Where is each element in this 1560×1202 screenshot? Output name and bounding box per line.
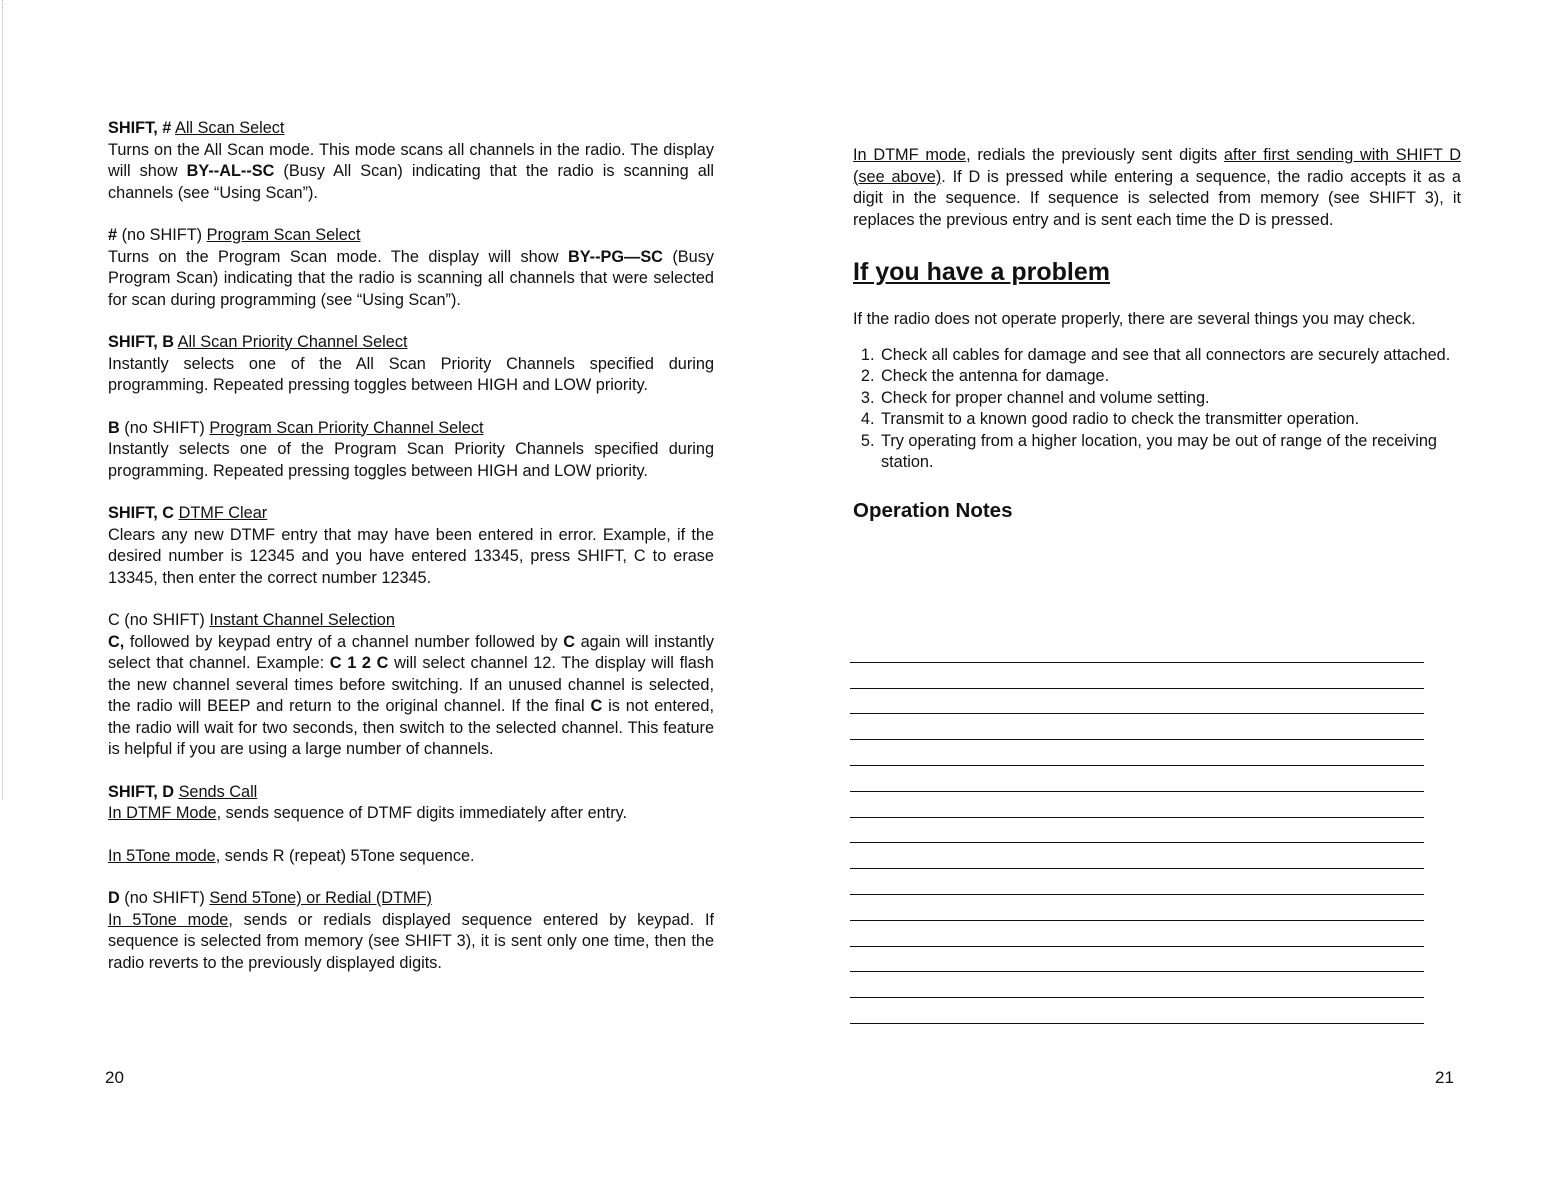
checklist-item: 4. Transmit to a known good radio to check the transmitter operation.	[879, 409, 1461, 431]
problem-heading: If you have a problem	[853, 258, 1111, 286]
note-line	[850, 972, 1424, 998]
text-run: C,	[108, 632, 125, 651]
text-run: Instantly selects one of the All Scan Priority Channels specified during programming. Repeated pressing toggles between HIGH and LOW priority.	[108, 354, 714, 394]
key-combination: SHIFT, B	[108, 333, 175, 351]
key-entry	[108, 332, 714, 397]
note-line	[850, 947, 1424, 973]
text-run: C	[590, 697, 603, 715]
note-line	[850, 689, 1424, 715]
key-entry	[108, 782, 714, 825]
text-run: , redials the previously sent digits	[966, 146, 1224, 164]
text-run: after first sending with SHIFT D (see above)	[853, 146, 1461, 186]
key-entry-heading	[108, 418, 714, 440]
text-run: will select channel 12. The display will flash the new channel several times before switching. If an unused channel is selected, the radio will BEEP and return to the original channel. If the final	[108, 654, 714, 715]
function-description	[108, 354, 714, 397]
key-entry-heading	[108, 332, 714, 354]
text-run: , sends R (repeat) 5Tone sequence.	[215, 846, 475, 865]
key-entry-heading	[108, 118, 714, 140]
note-line	[850, 714, 1424, 740]
function-description	[108, 525, 714, 590]
text-run: C 1 2 C	[329, 654, 389, 672]
checklist-item: 1. Check all cables for damage and see that all connectors are securely attached.	[879, 345, 1461, 367]
function-title: All Scan Select	[174, 119, 285, 137]
key-combination: #	[108, 226, 118, 244]
text-run: followed by keypad entry of a channel number followed by	[124, 632, 564, 651]
note-line	[850, 637, 1424, 663]
function-description	[108, 910, 714, 975]
text-run: BY--AL--SC	[186, 162, 275, 180]
function-title: Instant Channel Selection	[209, 611, 395, 629]
function-title: Send 5Tone) or Redial (DTMF)	[209, 889, 432, 907]
text-run: Turns on the Program Scan mode. The display will show	[108, 247, 568, 266]
text-run: . If D is pressed while entering a sequence, the radio accepts it as a digit in the sequence. If sequence is selected from memory (see SHIFT 3), it replaces the previous entry and is sent each time the D is pressed.	[853, 167, 1461, 229]
note-line	[850, 921, 1424, 947]
text-run: In 5Tone mode	[108, 846, 216, 865]
key-qualifier: (no SHIFT)	[117, 226, 207, 244]
key-qualifier: (no SHIFT)	[119, 889, 210, 907]
text-run: , sends or redials displayed sequence entered by keypad. If sequence is selected from memory (see SHIFT 3), it is sent only one time, then the radio reverts to the previously displayed digits.	[108, 910, 714, 972]
dtmf-redial-paragraph	[853, 145, 1461, 231]
key-entry	[108, 418, 714, 483]
key-entry	[108, 888, 714, 974]
note-line	[850, 895, 1424, 921]
text-run: Instantly selects one of the Program Scan Priority Channels specified during programming. Repeated pressing toggles between HIGH and LOW priority.	[108, 440, 714, 480]
key-qualifier: C (no SHIFT)	[108, 611, 210, 629]
note-line	[850, 792, 1424, 818]
checklist	[853, 345, 1461, 474]
key-combination: SHIFT, #	[108, 119, 172, 137]
key-entry-heading	[108, 503, 714, 525]
key-entry-heading	[108, 225, 714, 247]
page-number-right: 21	[1435, 1068, 1454, 1087]
note-line	[850, 998, 1424, 1024]
text-run: Turns on the All Scan mode. This mode scans all channels in the radio. The display will show	[108, 140, 714, 180]
key-combination: D	[108, 889, 120, 907]
page-number-left: 20	[105, 1068, 124, 1087]
function-description	[108, 140, 714, 205]
key-qualifier: (no SHIFT)	[119, 418, 210, 437]
function-description-extra	[108, 846, 714, 868]
note-line	[850, 818, 1424, 844]
function-title: Program Scan Priority Channel Select	[209, 418, 484, 437]
key-combination: SHIFT, D	[108, 782, 175, 801]
key-entry-heading	[108, 888, 714, 910]
text-run: C	[563, 632, 576, 651]
text-run: (Busy All Scan) indicating that the radio is scanning all channels (see “Using Scan”).	[108, 162, 714, 202]
operation-notes-heading: Operation Notes	[853, 498, 1013, 522]
text-run: In 5Tone mode	[108, 910, 229, 929]
key-entry	[108, 225, 714, 311]
right-page	[780, 0, 1560, 1202]
function-description	[108, 439, 714, 482]
notes-lines	[850, 637, 1424, 1024]
text-run: BY--PG—SC	[567, 247, 663, 266]
function-description	[108, 632, 714, 761]
binding-edge	[2, 0, 5, 800]
text-run: In DTMF Mode,	[108, 804, 222, 822]
left-column	[108, 118, 714, 995]
note-line	[850, 843, 1424, 869]
text-run: (Busy Program Scan) indicating that the radio is scanning all channels that were selected for scan during programming (see “Using Scan”).	[108, 247, 714, 309]
problem-intro: If the radio does not operate properly, there are several things you may check.	[853, 310, 1416, 328]
key-entry	[108, 503, 714, 589]
text-run: In DTMF mode	[853, 146, 967, 164]
checklist-item: 2. Check the antenna for damage.	[879, 366, 1461, 388]
function-description	[108, 803, 714, 825]
text-run: sends sequence of DTMF digits immediately after entry.	[221, 804, 628, 822]
key-entry	[108, 118, 714, 204]
key-entry-heading	[108, 610, 714, 632]
text-run: Clears any new DTMF entry that may have been entered in error. Example, if the desired number is 12345 and you have entered 13345, press SHIFT, C to erase 13345, then enter the correct number 12345.	[108, 525, 714, 587]
checklist-item: 3. Check for proper channel and volume setting.	[879, 388, 1461, 410]
note-line	[850, 869, 1424, 895]
key-entry-heading	[108, 782, 714, 804]
function-title: Program Scan Select	[206, 226, 361, 244]
key-combination: B	[108, 418, 120, 437]
function-title: Sends Call	[178, 782, 258, 801]
text-run: is not entered, the radio will wait for two seconds, then switch to the selected channel. This feature is helpful if you are using a large number of channels.	[108, 697, 714, 758]
right-column	[853, 145, 1461, 534]
function-title: All Scan Priority Channel Select	[177, 333, 408, 351]
note-line	[850, 663, 1424, 689]
function-description	[108, 247, 714, 312]
text-run: again will instantly select that channel. Example:	[108, 632, 714, 672]
key-combination: SHIFT, C	[108, 504, 175, 522]
note-line	[850, 740, 1424, 766]
key-entry	[108, 610, 714, 761]
note-line	[850, 766, 1424, 792]
function-title: DTMF Clear	[178, 504, 268, 522]
checklist-item: 5. Try operating from a higher location, you may be out of range of the receiving station.	[879, 431, 1461, 474]
